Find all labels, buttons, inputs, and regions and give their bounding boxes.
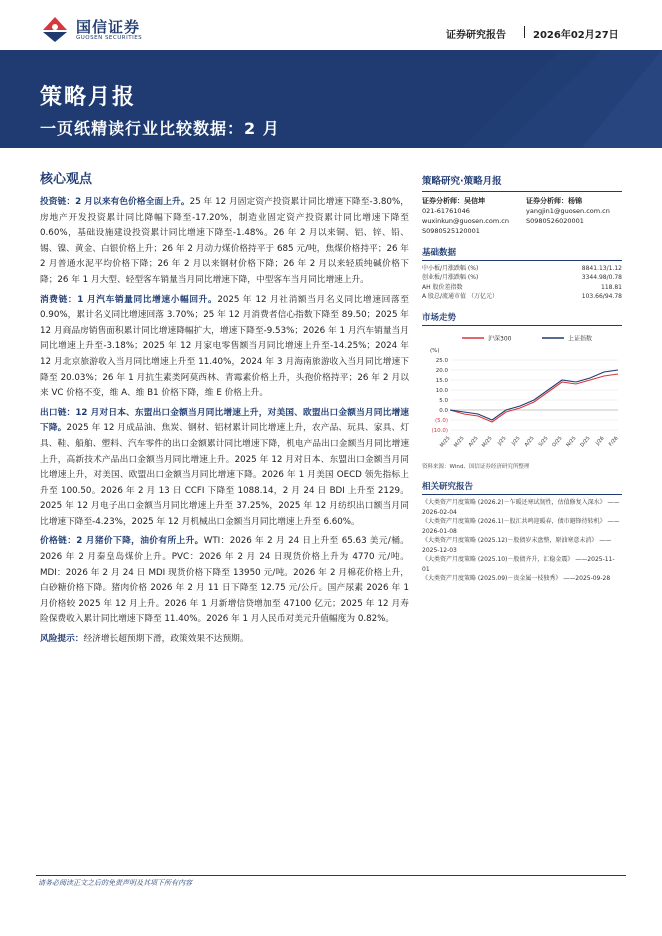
page-header [0,0,662,50]
basic-data-value: 103.66/94.78 [581,292,622,300]
main-content [40,168,409,652]
y-axis-label: (%) [430,348,440,355]
market-trend-title: 市场走势 [422,311,622,326]
related-report-link[interactable]: 《大类资产月度策略 (2025.10)－股债齐升，汇稳金震》 ——2025-11-01 [422,556,615,573]
legend-label: 沪深300 [488,335,512,343]
x-tick-label: J/25 [496,435,508,447]
paragraph-export [40,406,409,531]
analyst-info [422,196,622,236]
basic-data-row [422,264,622,273]
related-report-link[interactable]: 《大类资产月度策略 (2025.12)－股债岁末盘整，原油寒意未消》 ——2025-12-03 [422,537,612,554]
basic-data-value: 8841.13/1.12 [581,265,622,272]
banner-decoration [302,50,662,148]
y-tick-label: 5.0 [439,398,448,405]
x-tick-label: A/25 [523,435,536,449]
sidebar-title: 策略研究·策略月报 [422,173,622,192]
analyst-2 [526,196,622,236]
analyst-phone: 021-61761046 [422,207,470,215]
basic-data-row [422,273,622,282]
paragraph-lead: 消费链：1 月汽车销量同比增速小幅回升。 [40,294,218,305]
y-tick-label: (10.0) [431,428,448,435]
series-line [450,374,618,422]
y-tick-label: 20.0 [435,368,448,375]
basic-data-label: 创业板/月涨跌幅 (%) [422,274,479,282]
related-report-link[interactable]: 《大类资产月度策略 (2026.2)－乍暖还寒试韧性，估值修复入深水》 ——2026-02-04 [422,499,620,516]
basic-data-row [422,292,622,301]
paragraph-investment [40,195,409,289]
x-tick-label: A/25 [467,435,480,449]
chart-source: 资料来源：Wind、国信证券经济研究所整理 [422,464,530,471]
sidebar [422,173,622,584]
x-tick-label: J/25 [510,435,522,447]
related-reports-list [422,498,622,584]
series-line [450,370,618,420]
x-tick-label: O/25 [551,435,564,449]
footer-disclaimer: 请务必阅读正文之后的免责声明及其项下所有内容 [38,879,192,887]
analyst-name: 吴信坤 [464,197,485,205]
related-report-link[interactable]: 《大类资产月度策略 (2026.1)－股汇共鸣迎暖春，债市避锋待转机》 ——2026-01-08 [422,518,620,535]
paragraph-consumption [40,293,409,402]
analyst-1 [422,196,518,236]
paragraph-price [40,534,409,628]
report-subtitle: 一页纸精读行业比较数据：2 月 [40,119,280,138]
report-title: 策略月报 [40,85,137,110]
analyst-cert: S0980525120001 [422,227,480,235]
basic-data-table [422,264,622,301]
paragraph-text: 经济增长超预期下滑，政策效果不达预期。 [83,634,249,645]
paragraph-text: 2025 年 12 月社消额当月名义同比增速回落至 0.90%，累计名义同比增速回落 3.70%；25 年 12 月消费者信心指数下降至 89.50；2025 年 12 月商品房销售面积累计同比增速降幅扩大，增速下降至-9.53%；2026 年 1 月汽车销量当月同比增速上升至-3.18%；2025 年 12 月家电零售额当月同比增速上升至-14.25%；2024 年 12 月北京旅游收入当月同比增速上升至 11.40%，2024 年 3 月海南旅游收入当月同比增速下降至 20.03%；26 年 1 月抗生素类阿莫西林、青霉素价格上升，头孢价格持平；26 年 2 月以来 VC 价格不变，维 A、维 B1 价格下降，维 E 价格上升。 [40,294,409,399]
market-chart-svg [422,330,622,460]
x-tick-label: N/25 [565,435,578,449]
x-tick-label: M/25 [438,435,452,449]
x-tick-label: M/25 [480,435,494,449]
paragraph-lead: 价格链：2 月猪价下降，油价有所上升。 [40,536,204,547]
report-date: 2026年02月27日 [533,30,619,41]
y-tick-label: 0.0 [439,408,448,415]
header-separator [524,26,525,38]
report-type: 证券研究报告 [446,30,506,41]
basic-data-label: A 股总/流通市值 （万亿元） [422,292,498,300]
legend-label: 上证指数 [568,335,593,343]
title-banner [0,50,662,148]
paragraph-lead: 出口链：12 月对日本、东盟出口金额当月同比增速上升，对美国、欧盟出口金额当月同比增速下降。 [40,407,409,434]
y-tick-label: 25.0 [435,358,448,365]
footer-divider [36,875,626,876]
analyst-role: 证券分析师： [422,197,464,205]
section-title: 核心观点 [40,172,93,187]
x-tick-label: D/25 [579,435,592,449]
analyst-role: 证券分析师： [526,197,568,205]
basic-data-label: 中小板/月涨跌幅 (%) [422,265,479,272]
x-tick-label: J/26 [594,435,606,447]
basic-data-value: 3344.98/0.78 [581,274,622,282]
paragraph-lead: 风险提示： [40,634,84,645]
basic-data-value: 118.81 [601,283,622,291]
guosen-logo-icon [40,14,70,44]
analyst-cert: S0980526020001 [526,217,584,225]
analyst-email[interactable]: wuxinkun@guosen.com.cn [422,217,509,225]
analyst-name: 杨锦 [568,197,582,205]
related-reports-title: 相关研究报告 [422,480,622,495]
paragraph-text: 25 年 12 月固定资产投资累计同比增速下降至-3.80%，房地产开发投资累计同比降幅下降至-17.20%，制造业固定资产投资累计同比增速下降至 0.60%，基础设施建设投资累计同比增速下降至-1.48%。26 年 2 月以来铜、铝、锌、铅、锡、镍、黄金、白银价格上升；26 年 2 月动力煤价格持平于 685 元/吨，焦煤价格持平；26 年 2 月普通水泥平均价格下降；26 年 2 月以来钢材价格下降；26 年 2 月以来轻质纯碱价格下降；26 年 1 月大型、轻型客车销量当月同比增速下降，中型客车当月同比增速上升。 [40,197,409,285]
paragraph-text: 2025 年 12 月成品油、焦炭、钢材、铝材累计同比增速上升，农产品、玩具、家具、灯具、鞋、船舶、塑料、汽车零件的出口金额累计同比增速下降，机电产品出口金额当月同比增速上升，高新技术产品出口金额当月同比增速上升。2025 年 12 月对日本、东盟出口金额当月同比增速上升，对美国、欧盟出口金额当月同比增速下降。2026 年 1 月美国 OECD 领先指标上升至 100.50。2026 年 2 月 13 日 CCFI 下降至 1088.14，2 月 24 日 BDI 上升至 2129。2025 年 12 月电子出口金额当月同比增速上升至 37.25%，2025 年 12 月纺织出口额当月同比增速下降至-4.23%，2025 年 12 月机械出口金额当月同比增速上升至 6.60%。 [40,423,410,527]
paragraph-text: WTI：2026 年 2 月 24 日上升至 65.63 美元/桶。2026 年 2 月秦皇岛煤价上升。PVC：2026 年 2 月 24 日现货价格上升为 4770 元/吨。MDI：2026 年 2 月 24 日 MDI 现货价格下降至 13950 元/吨。2026 年 2 月棉花价格上升，白砂糖价格下降。猪肉价格 2026 年 2 月 11 日下降至 12.75 元/公斤。国产尿素 2026 年 1 月价格较 2025 年 12 月上升。2026 年 1 月新增信贷增加至 47100 亿元；2025 年 12 月寿险保费收入累计同比增速下降至 11.40%。2026 年 1 月人民币对美元升值幅度为 0.82%。 [40,536,409,625]
y-tick-label: 10.0 [435,388,448,395]
x-tick-label: F/26 [607,435,620,448]
paragraph-lead: 投资链：2 月以来有色价格全面上升。 [40,197,190,207]
y-tick-label: 15.0 [435,378,448,385]
x-tick-label: M/25 [452,435,466,449]
y-tick-label: (5.0) [434,418,448,425]
x-tick-label: S/25 [537,435,550,449]
related-report-link[interactable]: 《大类资产月度策略 (2025.09)－贵金属一枝独秀》 ——2025-09-28 [422,575,611,583]
basic-data-label: AH 股价差指数 [422,283,463,291]
market-chart [422,330,622,460]
basic-data-title: 基础数据 [422,246,622,261]
paragraph-risk [40,632,409,648]
logo-name: 国信证券 [76,18,141,36]
analyst-email[interactable]: yangjin1@guosen.com.cn [526,207,610,215]
basic-data-row [422,283,622,292]
logo-english-name: GUOSEN SECURITIES [76,35,143,41]
